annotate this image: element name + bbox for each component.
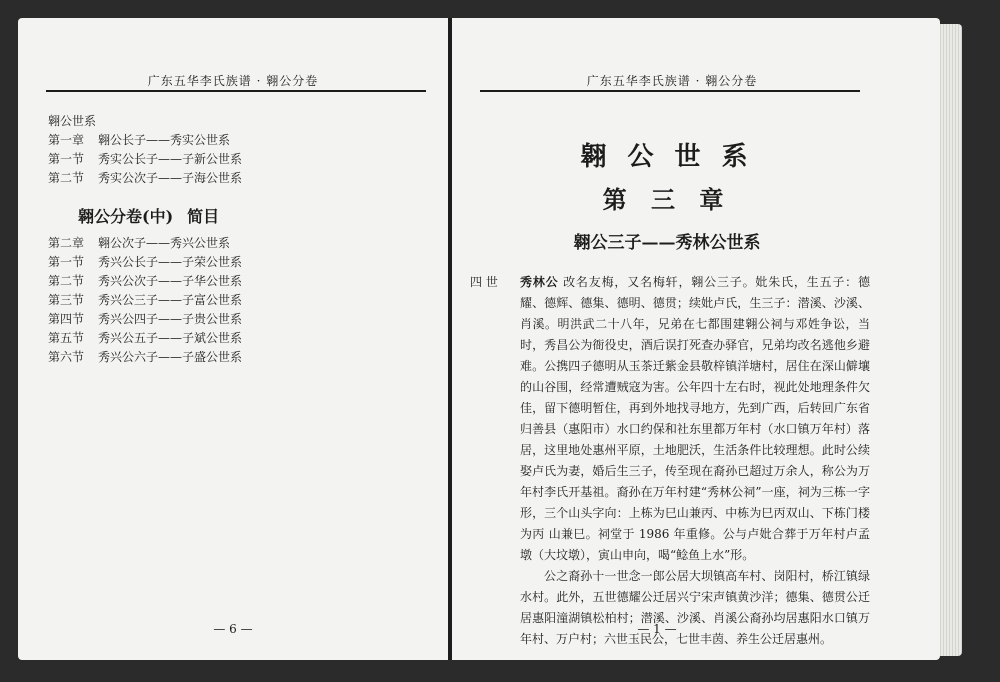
toc-text: 秀兴公五子——子斌公世系 <box>98 331 243 345</box>
left-page-number: — 6 — <box>213 622 253 636</box>
toc-label: 第二节 <box>48 274 85 288</box>
toc-line <box>48 150 428 169</box>
toc-line <box>48 272 428 291</box>
toc-line <box>48 348 428 367</box>
toc-line <box>48 131 428 150</box>
toc-text: 秀兴公次子——子华公世系 <box>98 274 243 288</box>
toc-text: 秀实公次子——子海公世系 <box>98 171 243 185</box>
right-page <box>452 18 940 660</box>
chapter-title: 第 三 章 <box>602 185 732 214</box>
page-edge-stack <box>938 24 962 656</box>
toc-text: 秀兴公长子——子荣公世系 <box>98 255 243 269</box>
left-header-rule <box>46 90 426 92</box>
page-title: 翱 公 世 系 <box>580 142 754 172</box>
toc-label: 第四节 <box>48 312 85 326</box>
toc-text: 秀兴公六子——子盛公世系 <box>98 350 243 364</box>
generation-label: 四 世 <box>470 275 498 289</box>
toc-line <box>48 291 428 310</box>
person-name: 秀林公 <box>520 275 559 289</box>
toc-label: 第六节 <box>48 350 85 364</box>
toc-line <box>48 169 428 188</box>
toc-text: 秀兴公三子——子富公世系 <box>98 293 243 307</box>
toc-label: 第三节 <box>48 293 85 307</box>
toc-mid-heading <box>78 206 428 228</box>
toc-mid-heading-b: 简目 <box>187 207 220 226</box>
left-toc <box>48 112 428 367</box>
toc-line <box>48 329 428 348</box>
toc-text: 秀实公长子——子新公世系 <box>98 152 243 166</box>
toc-text: 翱公长子——秀实公世系 <box>98 133 231 147</box>
right-header-rule <box>480 90 860 92</box>
genealogy-body <box>470 272 870 650</box>
toc-line <box>48 310 428 329</box>
right-running-head: 广东五华李氏族谱 · 翱公分卷 <box>586 74 758 88</box>
toc-label: 第二节 <box>48 171 85 185</box>
toc-line <box>48 253 428 272</box>
biography-text: 改名友梅，又名梅轩，翱公三子。妣朱氏，生五子：德耀、德辉、德集、德明、德贯；续妣卢氏，生三子：潜溪、沙溪、肖溪。明洪武二十八年，兄弟在七都围建翱公祠与邓姓争讼，当时，秀昌公为衙役史，酒后误打死查办驿官，兄弟均改名逃他乡避难。公携四子德明从玉茶迁紫金县敬梓镇洋塘村，居住在深山僻壤的山谷围，经常遭贼寇为害。公年四十左右时，视此处地理条件欠佳，留下德明暂住，再到外地找寻地方，先到广西，后转回广东省归善县（惠阳市）水口约保和社东里都万年村（水口镇万年村）落居，这里地处惠州平原，土地肥沃，生活条件比较理想。此时公续娶卢氏为妻，婚后生三子，传至现在裔孙已超过万余人，称公为万年村李氏开基祖。裔孙在万年村建“秀林公祠”一座，祠为三栋一字形，三个山头字向：上栋为巳山兼丙、中栋为巳丙双山、下栋门楼为丙 山兼巳。祠堂于 1986 年重修。公与卢妣合葬于万年村卢孟墩（大坟墩），寅山申向，喝“鲶鱼上水”形。 <box>520 275 870 562</box>
toc-top-title: 翱公世系 <box>48 114 97 128</box>
toc-label: 第一节 <box>48 152 85 166</box>
toc-text: 翱公次子——秀兴公世系 <box>98 236 231 250</box>
toc-label: 第五节 <box>48 331 85 345</box>
section-title: 翱公三子——秀林公世系 <box>573 233 761 253</box>
right-page-number: — 1 — <box>637 622 677 636</box>
left-page <box>18 18 448 660</box>
toc-text: 秀兴公四子——子贵公世系 <box>98 312 243 326</box>
toc-mid-heading-a: 翱公分卷(中) <box>78 207 174 226</box>
toc-label: 第一节 <box>48 255 85 269</box>
biography-paragraph <box>520 272 870 566</box>
toc-label: 第一章 <box>48 133 85 147</box>
descendants-paragraph: 公之裔孙十一世念一郎公居大坝镇高车村、岗阳村，桥江镇绿水村。此外，五世德耀公迁居兴宁宋声镇黄沙洋；德集、德贯公迁居惠阳潼湖镇松柏村；潜溪、沙溪、肖溪公裔孙均居惠阳水口镇万年村、万户村；六世玉民公，七世丰茵、养生公迁居惠州。 <box>520 569 870 646</box>
left-running-head: 广东五华李氏族谱 · 翱公分卷 <box>147 74 319 88</box>
toc-line <box>48 234 428 253</box>
toc-label: 第二章 <box>48 236 85 250</box>
